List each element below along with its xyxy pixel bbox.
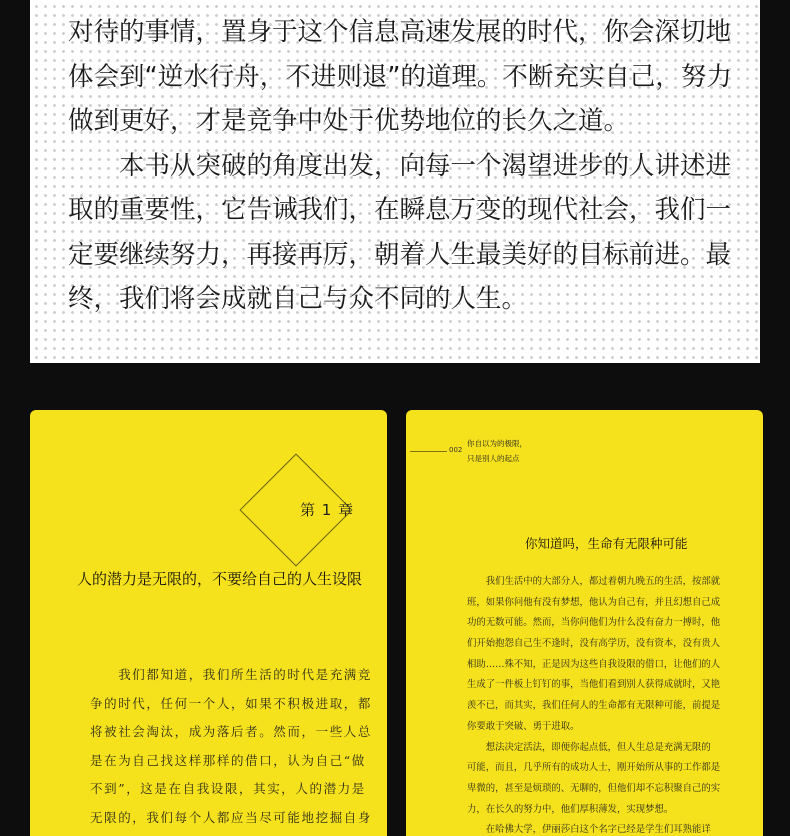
body-line: 力，在长久的努力中，他们厚积薄发，实现梦想。	[467, 803, 674, 815]
right-page-body	[467, 572, 745, 836]
chapter-label: 第 1 章	[299, 501, 355, 519]
page-number: 002	[449, 446, 463, 454]
body-line: 将被社会淘汰，成为落后者。然而，一些人总	[90, 724, 373, 739]
body-line: 不到”，这是在自我设限，其实，人的潜力是	[90, 781, 366, 796]
chapter-title: 人的潜力是无限的，不要给自己的人生设限	[77, 570, 363, 588]
dotted-paper-panel	[30, 0, 760, 363]
running-head	[467, 436, 527, 466]
body-line: 卑微的，甚至是烦琐的、无聊的，但他们却不忘积聚自己的实	[467, 782, 721, 794]
body-line: 在哈佛大学，伊丽莎白这个名字已经是学生们耳熟能详	[467, 824, 711, 836]
body-line: 我们生活中的大部分人，都过着朝九晚五的生活，按部就	[467, 576, 721, 587]
passage-line: 取的重要性，它告诫我们，在瞬息万变的现代社会，我们一	[68, 195, 732, 225]
body-line: 生成了一件板上钉钉的事，当他们看到别人获得成就时，又艳	[467, 679, 721, 691]
body-line: 班，如果你问他有没有梦想，他认为自己有，并且幻想自己成	[467, 596, 721, 608]
body-line: 是在为自己找这样那样的借口，认为自己“做	[90, 752, 366, 768]
passage-line: 对待的事情，置身于这个信息高速发展的时代，你会深切地	[68, 17, 732, 47]
left-page-body	[90, 661, 375, 832]
section-title: 你知道吗，生命有无限种可能	[525, 536, 688, 551]
running-head-line: 你自以为的极限，	[467, 439, 527, 448]
body-line: 你要敢于突破、勇于进取。	[467, 720, 580, 732]
body-line: 可能，而且，几乎所有的成功人士，刚开始所从事的工作都是	[467, 762, 721, 774]
passage-line: 做到更好，才是竞争中处于优势地位的长久之道。	[68, 106, 630, 136]
passage-line: 终，我们将会成就自己与众不同的人生。	[68, 284, 528, 314]
running-head-line: 只是别人的起点	[467, 454, 520, 463]
top-passage	[68, 10, 732, 322]
passage-line: 体会到“逆水行舟，不进则退”的道理。不断充实自己，努力	[68, 61, 732, 92]
body-line: 功的无数可能。然而，当你问他们为什么没有奋力一搏时，他	[467, 617, 721, 629]
body-line: 羡不已，而其实，我们任何人的生命都有无限种可能，前提是	[467, 700, 721, 712]
body-line: 们开始抱怨自己生不逢时，没有高学历，没有资本，没有贵人	[467, 638, 721, 650]
body-line: 想法决定活法，即便你起点低，但人生总是充满无限的	[467, 741, 711, 753]
body-line: 我们都知道，我们所生活的时代是充满竞	[90, 667, 373, 682]
header-rule	[410, 451, 447, 452]
passage-line: 定要继续努力，再接再厉，朝着人生最美好的目标前进。最	[68, 239, 732, 270]
body-line: 相助……殊不知，正是因为这些自我设限的借口，让他们的人	[467, 658, 721, 670]
body-line: 无限的，我们每个人都应当尽可能地挖掘自身	[90, 809, 373, 825]
body-line: 争的时代，任何一个人，如果不积极进取，都	[90, 695, 373, 711]
passage-line: 本书从突破的角度出发，向每一个渴望进步的人讲述进	[68, 150, 732, 181]
